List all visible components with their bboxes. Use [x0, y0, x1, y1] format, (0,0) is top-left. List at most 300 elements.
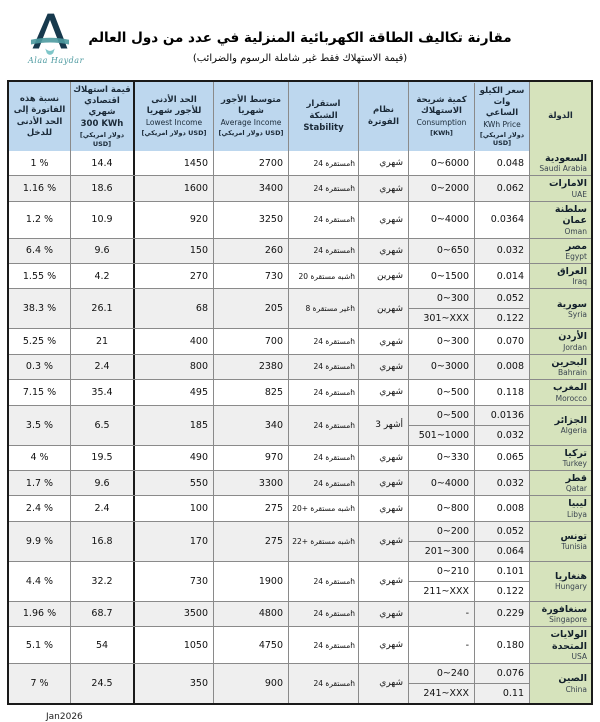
cell-kwh-price: 0.11: [474, 684, 529, 703]
cell-billing-cycle: شهري: [358, 522, 408, 561]
table-row: [9, 601, 591, 626]
cell-consumption-tier: 0~800: [436, 503, 469, 515]
cell-billing-cycle: شهري: [358, 355, 408, 379]
cell-kwh-price: 0.008: [474, 496, 529, 520]
table-row: [9, 561, 591, 601]
consumption-price-group: [408, 289, 529, 328]
consumption-tier-row: [409, 541, 529, 561]
table-row: [9, 201, 591, 238]
cell-kwh-price: 0.101: [474, 562, 529, 581]
cell-bill-to-income-pct: 7.15 %: [22, 386, 57, 398]
cell-grid-stability: شبه مستقرة +22h: [288, 522, 358, 561]
cell-average-income: 700: [213, 329, 288, 353]
table-row: [9, 663, 591, 703]
cell-country: [529, 355, 591, 379]
cell-kwh-price: 0.052: [474, 522, 529, 541]
country-name-arabic: الجزائر: [554, 414, 587, 426]
cell-kwh-price: 0.0136: [474, 406, 529, 425]
cell-country: [529, 562, 591, 601]
cell-grid-stability: مستقرة 24h: [288, 176, 358, 200]
cell-consumption-tier: 241~XXX: [409, 684, 474, 703]
country-name-english: Saudi Arabia: [539, 164, 587, 174]
consumption-tier-row: [409, 683, 529, 703]
header-label-en: 300 KWh: [80, 119, 124, 130]
consumption-tier-row: [409, 406, 529, 425]
cell-country: [529, 289, 591, 328]
cell-grid-stability: مستقرة 24h: [288, 562, 358, 601]
consumption-tier-row: [409, 627, 529, 663]
consumption-price-group: [408, 151, 529, 175]
cell-bill-to-income-pct: 1.96 %: [9, 602, 70, 626]
cell-kwh-price: 0.122: [474, 582, 529, 601]
header-billing-cycle: [358, 82, 408, 151]
header-country: [529, 82, 591, 151]
cell-billing-cycle: شهري: [358, 471, 408, 495]
cell-grid-stability: مستقرة 24h: [288, 471, 358, 495]
header-label-en: Average Income: [220, 118, 282, 128]
country-name-english: Oman: [564, 226, 587, 236]
cell-billing-cycle: 3 أشهر: [358, 406, 408, 445]
cell-grid-stability: مستقرة 24h: [288, 380, 358, 404]
consumption-price-group: [408, 627, 529, 663]
cell-average-income: 1900: [213, 562, 288, 601]
country-name-arabic: الصين: [558, 673, 587, 685]
cell-grid-stability: مستقرة 24h: [288, 239, 358, 263]
header-label-ar: الحد الأدنى للأجور شهريا: [146, 95, 202, 117]
cell-bill-to-income-pct: 4.4 %: [25, 575, 54, 587]
cell-country: [529, 239, 591, 263]
cell-grid-stability: شبه مستقرة 20h: [288, 264, 358, 288]
cell-billing-cycle: شهري: [358, 380, 408, 404]
country-name-arabic: سلطنة عمان: [554, 203, 587, 227]
cell-kwh-price: 0.180: [474, 627, 529, 663]
cell-billing-cycle: شهري: [358, 176, 408, 200]
cell-consumption-tier: 0~200: [409, 522, 474, 541]
logo-signature: Alaa Haydar: [28, 56, 84, 65]
cell-bill-to-income-pct: 1.2 %: [25, 214, 54, 226]
consumption-tier-row: [409, 496, 529, 520]
cell-consumption-tier: -: [465, 639, 469, 651]
country-name-arabic: الولايات المتحدة: [550, 629, 587, 652]
consumption-price-group: [408, 446, 529, 470]
cell-monthly-300kwh-cost: 10.9: [70, 202, 133, 238]
cell-billing-cycle: شهري: [358, 602, 408, 626]
cell-kwh-price: 0.070: [474, 329, 529, 353]
logo-a-icon: [26, 12, 74, 58]
cell-monthly-300kwh-cost: 19.5: [70, 446, 133, 470]
cell-bill-to-income-pct: 9.9 %: [9, 522, 70, 561]
consumption-price-group: [408, 522, 529, 561]
cell-country: [529, 329, 591, 353]
cell-billing-cycle: شهري: [358, 562, 408, 601]
cell-kwh-price: 0.065: [474, 446, 529, 470]
consumption-price-group: [408, 471, 529, 495]
cell-grid-stability: مستقرة 24h: [288, 202, 358, 238]
cell-billing-cycle: شهري: [358, 151, 408, 175]
cell-consumption-tier: 0~300: [409, 289, 474, 308]
cell-billing-cycle: شهرين: [358, 289, 408, 328]
consumption-tier-row: [409, 239, 529, 263]
cell-average-income: 825: [213, 380, 288, 404]
cell-monthly-300kwh-cost: 4.2: [70, 264, 133, 288]
header-monthly-300kwh-cost: [70, 82, 133, 151]
cell-monthly-300kwh-cost: 14.4: [70, 151, 133, 175]
header-label-ar: نسبة هذه الفاتورة إلى الحد الأدنى للدخل: [13, 94, 66, 138]
cell-average-income: 3250: [213, 202, 288, 238]
cell-bill-to-income-pct: 38.3 %: [9, 289, 70, 328]
header-label-ar: استقرار الشبكة: [306, 99, 341, 121]
header-label-ar: متوسط الأجور شهريا: [220, 95, 282, 117]
cell-kwh-price: 0.0364: [474, 202, 529, 238]
cell-bill-to-income-pct: 1 %: [30, 157, 49, 169]
consumption-price-group: [408, 202, 529, 238]
header-kwh-price: [474, 83, 529, 151]
cell-billing-cycle: شهري: [358, 664, 408, 703]
country-name-arabic: تونس: [560, 531, 587, 543]
consumption-tier-row: [409, 380, 529, 404]
cell-consumption-tier: 201~300: [409, 542, 474, 561]
cell-consumption-tier: 0~4000: [430, 214, 469, 226]
cell-billing-cycle: شهري: [358, 496, 408, 520]
consumption-price-group: [408, 496, 529, 520]
cell-consumption-tier: 0~500: [436, 386, 469, 398]
cell-lowest-income: 3500: [133, 602, 213, 626]
cell-country: [529, 627, 591, 663]
country-name-english: Tunisia: [561, 542, 587, 552]
cell-country: [529, 602, 591, 626]
cell-billing-cycle: شهري: [358, 329, 408, 353]
table-row: [9, 288, 591, 328]
consumption-price-group: [408, 406, 529, 445]
cell-lowest-income: 185: [133, 406, 213, 445]
cell-kwh-price: 0.032: [474, 471, 529, 495]
cell-lowest-income: 1050: [133, 627, 213, 663]
cell-country: [529, 496, 591, 520]
consumption-tier-row: [409, 562, 529, 581]
cell-average-income: 260: [213, 239, 288, 263]
country-name-arabic: المغرب: [552, 382, 587, 394]
cell-kwh-price: 0.229: [474, 602, 529, 626]
consumption-tier-row: [409, 664, 529, 683]
cell-consumption-tier: 0~1500: [430, 270, 469, 282]
cell-kwh-price: 0.076: [474, 664, 529, 683]
cell-country: [529, 380, 591, 404]
cell-grid-stability: مستقرة 24h: [288, 329, 358, 353]
consumption-tier-row: [409, 308, 529, 328]
cell-average-income: 970: [213, 446, 288, 470]
cell-average-income: 4750: [213, 627, 288, 663]
cell-lowest-income: 1600: [133, 176, 213, 200]
cell-kwh-price: 0.014: [474, 264, 529, 288]
cell-monthly-300kwh-cost: 9.6: [70, 239, 133, 263]
cell-billing-cycle: شهري: [358, 202, 408, 238]
cell-grid-stability: مستقرة 24h: [288, 446, 358, 470]
cell-grid-stability: مستقرة 24h: [288, 627, 358, 663]
country-name-arabic: الامارات: [548, 178, 587, 190]
cell-lowest-income: 800: [133, 355, 213, 379]
table-row: [9, 445, 591, 470]
header-label-en: Consumption: [416, 118, 467, 128]
cell-consumption-tier: 0~2000: [409, 176, 474, 200]
country-name-arabic: السعودية: [544, 153, 587, 165]
cell-bill-to-income-pct: 3.5 %: [9, 406, 70, 445]
cell-average-income: 730: [213, 264, 288, 288]
cell-billing-cycle: شهري: [358, 627, 408, 663]
cell-average-income: 275: [213, 522, 288, 561]
cell-kwh-price: 0.118: [474, 380, 529, 404]
cell-average-income: 275: [213, 496, 288, 520]
header-consumption-price: [408, 82, 529, 151]
cell-monthly-300kwh-cost: 32.2: [70, 562, 133, 601]
cell-bill-to-income-pct: 6.4 %: [9, 239, 70, 263]
consumption-tier-row: [409, 289, 529, 308]
logo: [26, 12, 96, 65]
cell-consumption-tier: 0~300: [436, 336, 469, 348]
cell-lowest-income: 550: [133, 471, 213, 495]
cell-bill-to-income-pct: 2.4 %: [25, 503, 54, 515]
country-name-arabic: سورية: [556, 298, 587, 310]
country-name-arabic: البحرين: [551, 356, 587, 368]
header-label-ar: قيمة استهلاك اقتصادي شهري: [73, 85, 131, 118]
page-title: مقارنة تكاليف الطاقة الكهربائية المنزلية في عدد من دول العالم: [88, 30, 512, 46]
cell-consumption-tier: 0~3000: [409, 355, 474, 379]
cell-lowest-income: 68: [133, 289, 213, 328]
cell-consumption-tier: 0~500: [409, 406, 474, 425]
cell-grid-stability: مستقرة 24h: [288, 151, 358, 175]
country-name-english: Morocco: [555, 393, 587, 403]
country-name-arabic: العراق: [557, 266, 587, 278]
country-name-english: Turkey: [562, 458, 587, 468]
cell-average-income: 3400: [213, 176, 288, 200]
cell-grid-stability: مستقرة 24h: [288, 602, 358, 626]
cell-lowest-income: 1450: [133, 151, 213, 175]
header-lowest-income: [133, 82, 213, 151]
country-name-english: China: [565, 684, 587, 694]
consumption-price-group: [408, 355, 529, 379]
table-row: [9, 495, 591, 520]
header-label-ar: كمية شريحة الاستهلاك: [416, 95, 467, 117]
table-row: [9, 354, 591, 379]
cell-average-income: 205: [213, 289, 288, 328]
cell-consumption-tier: 0~330: [436, 452, 469, 464]
cell-bill-to-income-pct: 5.25 %: [22, 336, 57, 348]
country-name-english: Libya: [566, 509, 587, 519]
cell-consumption-tier: 0~240: [409, 664, 474, 683]
cell-monthly-300kwh-cost: 68.7: [70, 602, 133, 626]
country-name-arabic: سنغافورة: [541, 603, 587, 615]
table-row: [9, 175, 591, 200]
consumption-tier-row: [409, 425, 529, 445]
table-body: [9, 151, 591, 703]
cell-consumption-tier: 0~210: [436, 565, 469, 577]
consumption-tier-row: [409, 202, 529, 238]
country-name-arabic: الأردن: [558, 331, 587, 343]
consumption-tier-row: [409, 581, 529, 601]
cell-monthly-300kwh-cost: 2.4: [70, 496, 133, 520]
cell-kwh-price: 0.122: [474, 309, 529, 328]
table-row: [9, 626, 591, 663]
cell-billing-cycle: شهري: [358, 446, 408, 470]
cell-lowest-income: 270: [133, 264, 213, 288]
cell-lowest-income: 170: [133, 522, 213, 561]
cell-lowest-income: 490: [133, 446, 213, 470]
country-name-english: Algeria: [560, 426, 587, 436]
cell-kwh-price: 0.062: [474, 176, 529, 200]
cell-country: [529, 406, 591, 445]
consumption-price-group: [408, 380, 529, 404]
cell-average-income: 4800: [213, 602, 288, 626]
cell-bill-to-income-pct: 7 %: [9, 664, 70, 703]
cell-average-income: 2700: [213, 151, 288, 175]
cell-kwh-price: 0.032: [474, 239, 529, 263]
cell-consumption-tier: 301~XXX: [409, 309, 474, 328]
cell-kwh-price: 0.008: [474, 355, 529, 379]
country-name-english: USA: [571, 651, 587, 661]
consumption-tier-row: [409, 264, 529, 288]
country-name-english: Hungary: [554, 582, 587, 592]
header-label-en: KWh Price: [483, 119, 521, 129]
comparison-table: [7, 80, 593, 705]
consumption-tier-row: [409, 522, 529, 541]
cell-monthly-300kwh-cost: 9.6: [70, 471, 133, 495]
country-name-english: Egypt: [565, 252, 587, 262]
cell-consumption-tier: -: [409, 602, 474, 626]
header-label-ar: سعر الكيلو وات الساعي: [479, 85, 525, 118]
consumption-tier-row: [409, 471, 529, 495]
cell-monthly-300kwh-cost: 26.1: [70, 289, 133, 328]
cell-average-income: 3300: [213, 471, 288, 495]
consumption-tier-row: [409, 355, 529, 379]
consumption-price-group: [408, 329, 529, 353]
cell-bill-to-income-pct: 1.55 %: [22, 270, 57, 282]
cell-country: [529, 522, 591, 561]
table-row: [9, 238, 591, 263]
cell-monthly-300kwh-cost: 54: [70, 627, 133, 663]
consumption-tier-row: [409, 446, 529, 470]
header-bill-to-income-pct: [9, 82, 70, 151]
table-row: [9, 405, 591, 445]
header-unit: [دولار امريكي USD]: [218, 129, 284, 138]
table-row: [9, 521, 591, 561]
cell-grid-stability: شبه مستقرة +20h: [288, 496, 358, 520]
consumption-price-group: [408, 602, 529, 626]
cell-monthly-300kwh-cost: 16.8: [70, 522, 133, 561]
cell-kwh-price: 0.064: [474, 542, 529, 561]
consumption-tier-row: [409, 329, 529, 353]
country-name-arabic: تركيا: [564, 447, 587, 459]
cell-grid-stability: غير مستقرة 8h: [288, 289, 358, 328]
cell-consumption-tier: 211~XXX: [423, 585, 469, 597]
cell-average-income: 340: [213, 406, 288, 445]
cell-country: [529, 264, 591, 288]
header-unit: [دولار امريكي USD]: [479, 130, 525, 147]
consumption-price-group: [408, 664, 529, 703]
cell-monthly-300kwh-cost: 21: [70, 329, 133, 353]
header-average-income: [213, 82, 288, 151]
footer-date: Jan2026: [46, 711, 83, 722]
header-unit: [دولار امريكي USD]: [141, 129, 207, 138]
header-unit: [KWh]: [430, 129, 453, 138]
header-unit: [دولار امريكي USD]: [79, 131, 125, 148]
cell-consumption-tier: 0~650: [409, 239, 474, 263]
cell-kwh-price: 0.048: [474, 151, 529, 175]
country-name-english: Iraq: [572, 277, 587, 287]
header-label-ar: نظام الفوترة: [367, 105, 400, 127]
cell-kwh-price: 0.032: [474, 426, 529, 445]
cell-country: [529, 202, 591, 238]
cell-monthly-300kwh-cost: 2.4: [70, 355, 133, 379]
table-header-row: [9, 82, 591, 151]
cell-kwh-price: 0.052: [474, 289, 529, 308]
consumption-tier-row: [409, 151, 529, 175]
cell-country: [529, 471, 591, 495]
cell-bill-to-income-pct: 5.1 %: [25, 639, 54, 651]
table-row: [9, 263, 591, 288]
country-name-english: Bahrain: [557, 368, 587, 378]
country-name-english: Syria: [568, 310, 587, 320]
cell-country: [529, 446, 591, 470]
header-label-en: Stability: [303, 122, 344, 133]
cell-lowest-income: 920: [133, 202, 213, 238]
cell-consumption-tier: 501~1000: [409, 426, 474, 445]
cell-grid-stability: مستقرة 24h: [288, 406, 358, 445]
cell-billing-cycle: شهري: [358, 239, 408, 263]
country-name-english: Jordan: [563, 342, 587, 352]
cell-monthly-300kwh-cost: 18.6: [70, 176, 133, 200]
header-grid-stability: [288, 82, 358, 151]
cell-country: [529, 151, 591, 175]
cell-grid-stability: مستقرة 24h: [288, 664, 358, 703]
cell-lowest-income: 400: [133, 329, 213, 353]
cell-lowest-income: 350: [133, 664, 213, 703]
cell-average-income: 900: [213, 664, 288, 703]
cell-monthly-300kwh-cost: 35.4: [70, 380, 133, 404]
cell-country: [529, 664, 591, 703]
cell-monthly-300kwh-cost: 24.5: [70, 664, 133, 703]
country-name-english: Qatar: [565, 484, 587, 494]
cell-bill-to-income-pct: 1.7 %: [9, 471, 70, 495]
cell-bill-to-income-pct: 4 %: [30, 452, 49, 464]
consumption-price-group: [408, 176, 529, 200]
country-name-english: Singapore: [549, 615, 587, 625]
cell-bill-to-income-pct: 1.16 %: [9, 176, 70, 200]
country-name-arabic: هنغاريا: [555, 571, 587, 583]
cell-consumption-tier: 0~6000: [430, 157, 469, 169]
cell-monthly-300kwh-cost: 6.5: [70, 406, 133, 445]
consumption-tier-row: [409, 602, 529, 626]
consumption-price-group: [408, 239, 529, 263]
header-consumption: [409, 92, 474, 140]
cell-bill-to-income-pct: 0.3 %: [9, 355, 70, 379]
table-row: [9, 328, 591, 353]
country-name-english: UAE: [571, 189, 587, 199]
cell-lowest-income: 100: [133, 496, 213, 520]
country-name-arabic: قطر: [565, 472, 587, 484]
consumption-price-group: [408, 562, 529, 601]
cell-lowest-income: 495: [133, 380, 213, 404]
table-row: [9, 379, 591, 404]
table-row: [9, 151, 591, 175]
page-subtitle: (قيمة الاستهلاك فقط غير شاملة الرسوم والضرائب): [192, 53, 408, 64]
cell-consumption-tier: 0~4000: [409, 471, 474, 495]
cell-average-income: 2380: [213, 355, 288, 379]
cell-billing-cycle: شهرين: [358, 264, 408, 288]
cell-grid-stability: مستقرة 24h: [288, 355, 358, 379]
header-label-ar: الدولة: [548, 111, 573, 121]
country-name-arabic: مصر: [565, 240, 587, 252]
consumption-price-group: [408, 264, 529, 288]
cell-country: [529, 176, 591, 200]
